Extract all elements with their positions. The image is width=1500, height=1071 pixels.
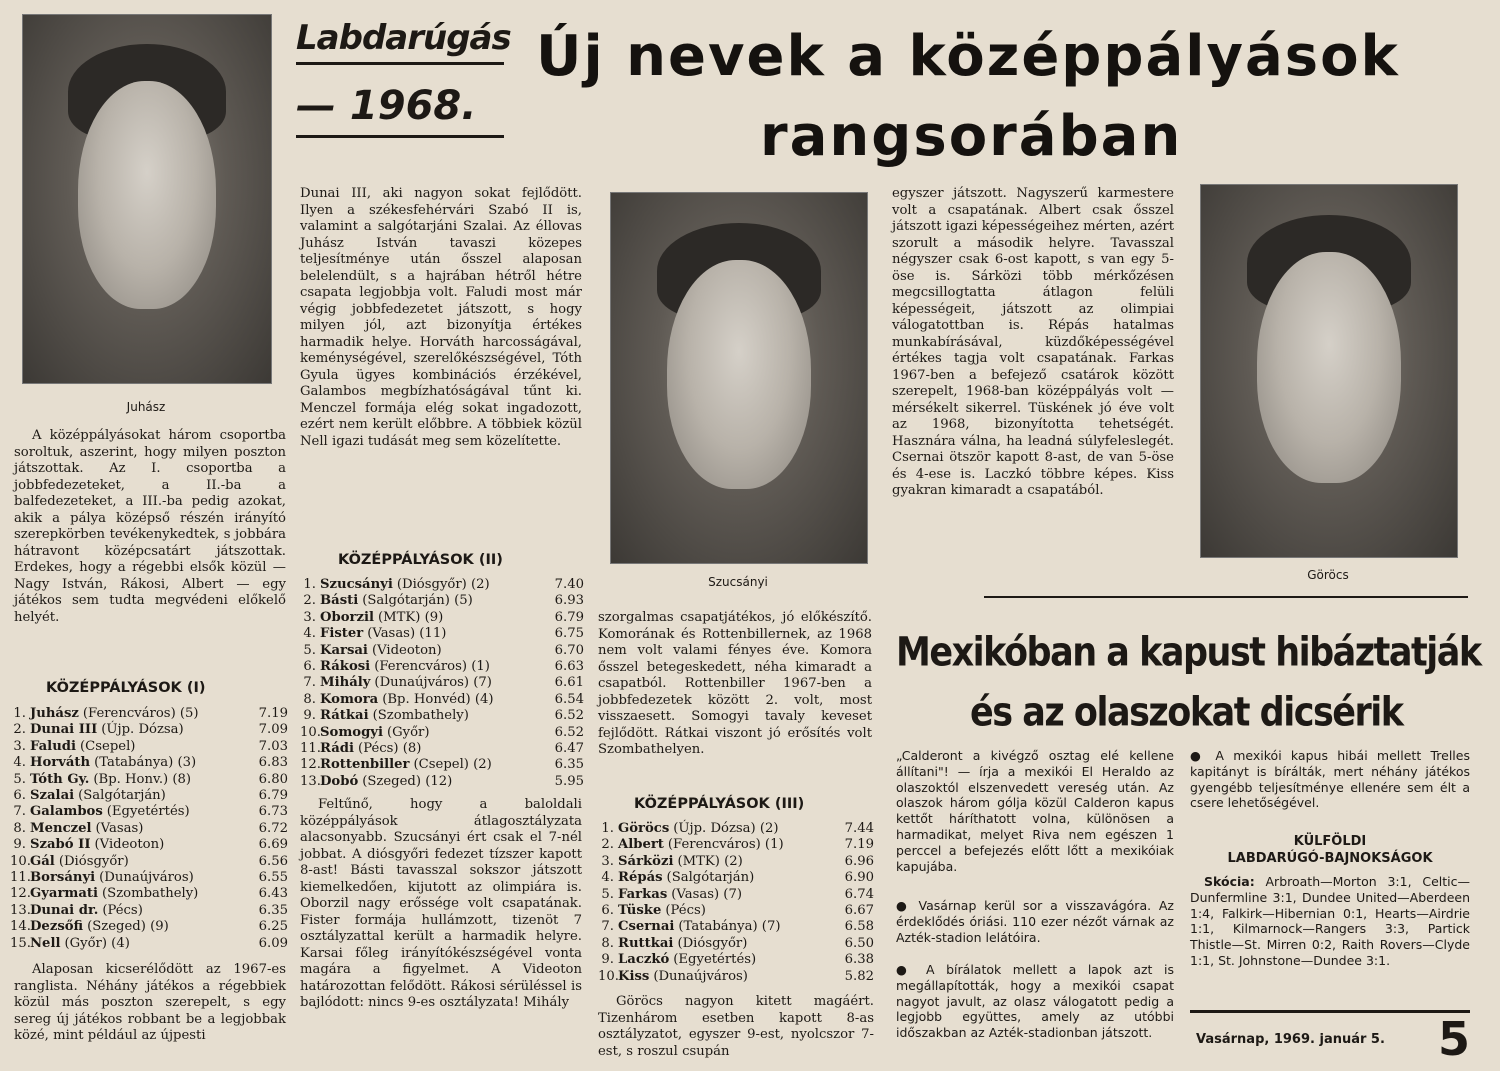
ranking-row: [10, 788, 288, 804]
ranking-row: [10, 837, 288, 853]
rank-number: 4.: [303, 626, 316, 642]
photo-szucsanyi: [610, 192, 868, 564]
player-club: (Ferencváros) (5): [82, 706, 199, 721]
ranking-row: [598, 870, 874, 886]
ranking-row: [10, 870, 288, 886]
player-name: Szabó II: [30, 837, 91, 853]
player-club: (Vasas) (11): [367, 626, 447, 642]
ranking-row: [300, 741, 584, 757]
mexico-paragraph-1: „Calderont a kivégző osztag elé kellene állítani"! — írja a mexikói El Heraldo az olaszoktól elszenvedett vereség után. Az olaszok három gólja közül Calderon kapus kettőt háríthatott volna, különösen a harmadikat, melyet Riva nem egészen 1 perccel a befejezés előtt lőtt a mexikóiak kapujába.: [896, 748, 1174, 874]
player-score: 6.61: [554, 675, 584, 691]
player-name: Rádi: [320, 741, 355, 757]
player-score: 6.96: [844, 853, 874, 869]
ranking-row: [10, 854, 288, 870]
ranking-row: [300, 643, 584, 659]
ranking-row: [598, 952, 874, 968]
ranking-row: [300, 708, 584, 724]
player-club: (Ferencváros) (1): [374, 659, 490, 675]
player-score: 6.80: [258, 771, 288, 787]
rank-number: 11.: [300, 741, 321, 757]
rank-number: 8.: [601, 935, 614, 951]
ranking-row: [10, 919, 288, 935]
player-score: 6.93: [554, 593, 584, 609]
rank-number: 1.: [601, 821, 614, 836]
player-club: (Csepel) (2): [413, 757, 492, 773]
section-kicker: [296, 18, 511, 138]
player-club: (Dunaújváros): [99, 870, 194, 886]
player-score: 6.63: [554, 659, 584, 675]
ranking-row: [300, 774, 584, 790]
rank-number: 14.: [10, 919, 31, 935]
player-score: 7.19: [258, 706, 288, 721]
list3-title: KÖZÉPPÁLYÁSOK (III): [634, 796, 805, 812]
section-divider: [984, 596, 1468, 598]
player-club: (Bp. Honvéd) (4): [382, 691, 494, 707]
player-name: Menczel: [30, 820, 92, 836]
player-score: 7.44: [844, 821, 874, 836]
list3-rankings: [598, 821, 874, 985]
ranking-row: [10, 755, 288, 771]
player-score: 6.72: [258, 820, 288, 836]
rank-number: 10.: [598, 968, 619, 984]
player-score: 6.67: [844, 903, 874, 919]
player-club: (Pécs): [665, 903, 706, 919]
player-name: Básti: [320, 593, 359, 609]
kicker-line1: Labdarúgás: [296, 18, 504, 65]
rank-number: 5.: [601, 886, 614, 902]
player-score: 6.83: [258, 755, 288, 771]
photo-gorocs: [1200, 184, 1458, 558]
mexico-headline-line2: és az olaszokat dicsérik: [970, 690, 1403, 736]
rank-number: 10.: [300, 724, 321, 740]
rank-number: 2.: [13, 722, 26, 738]
footer-rule: [1190, 1010, 1470, 1013]
player-club: (Vasas): [95, 820, 144, 836]
player-name: Dezsőfi: [30, 919, 84, 935]
rank-number: 5.: [303, 642, 316, 658]
rank-number: 4.: [601, 870, 614, 886]
rank-number: 3.: [303, 609, 316, 625]
player-club: (Szeged) (12): [362, 773, 453, 789]
player-club: (Vasas) (7): [671, 886, 742, 902]
ranking-row: [300, 692, 584, 708]
rank-number: 12.: [300, 757, 321, 773]
photo-juhasz: [22, 14, 272, 384]
player-club: (Bp. Honv.) (8): [93, 771, 192, 787]
ranking-row: [300, 675, 584, 691]
player-name: Ruttkai: [618, 935, 674, 951]
rank-number: 1.: [13, 706, 26, 721]
player-score: 7.40: [554, 577, 584, 592]
player-name: Dunai dr.: [30, 902, 99, 918]
rank-number: 9.: [303, 708, 316, 724]
player-club: (Újp. Dózsa): [101, 722, 184, 738]
player-score: 6.73: [258, 804, 288, 820]
rank-number: 9.: [13, 837, 26, 853]
ranking-row: [300, 577, 584, 593]
player-club: (Tatabánya) (3): [94, 755, 197, 771]
list1-rankings: [10, 706, 288, 952]
rank-number: 3.: [601, 853, 614, 869]
player-name: Sárközi: [618, 853, 674, 869]
player-name: Laczkó: [618, 952, 670, 968]
player-club: (MTK) (9): [377, 609, 444, 625]
foreign-results: [1190, 874, 1470, 969]
player-score: 6.90: [844, 870, 874, 886]
rank-number: 12.: [10, 886, 31, 902]
player-club: (Győr) (4): [64, 935, 130, 951]
intro-paragraph: A középpályásokat három csoportba soroltuk, aszerint, hogy milyen poszton játszottak. Az I. csoportba a jobbfedezeteket, a II.-ba a balfedezeteket, a III.-ba pedig azokat, akik a pálya középső részén irányító szerepkörben tevékenykedtek, s jobbára hátravont középcsatárt játszottak. Erdekes, hogy a régebbi elsők közül — Nagy István, Rákosi, Albert — egy játékos sem tudta megvédeni előkelő helyét.: [14, 428, 286, 625]
player-name: Rákosi: [320, 659, 371, 675]
player-score: 6.69: [258, 837, 288, 853]
player-name: Dunai III: [30, 722, 98, 738]
player-name: Dobó: [320, 773, 359, 789]
ranking-row: [10, 739, 288, 755]
col3-bottom-paragraph: Göröcs nagyon kitett magáért. Tizenhárom esetben kapott 8-as osztályzatot, egyszer 9-est, nyolcszor 7-est, s roszul csupán: [598, 994, 874, 1059]
player-name: Csernai: [618, 919, 675, 935]
player-club: (Dunaújváros): [653, 968, 748, 984]
page-number: 5: [1438, 1012, 1471, 1066]
rank-number: 8.: [13, 820, 26, 836]
player-club: (Diósgyőr): [58, 853, 129, 869]
player-score: 6.25: [258, 919, 288, 935]
rank-number: 10.: [10, 853, 31, 869]
caption-gorocs: Göröcs: [1307, 568, 1349, 582]
player-score: 6.38: [844, 952, 874, 968]
foreign-title-1: KÜLFÖLDI: [1293, 834, 1367, 849]
player-name: Nell: [30, 935, 61, 951]
player-name: Rottenbiller: [320, 757, 410, 773]
ranking-row: [598, 919, 874, 935]
foreign-title-2: LABDARÚGÓ-BAJNOKSÁGOK: [1227, 851, 1433, 866]
mexico-paragraph-4: ● A mexikói kapus hibái mellett Trelles kapitányt is bírálták, mert néhány játékos gyengébb teljesítménye ellenére sem élt a csere lehetőségével.: [1190, 748, 1470, 811]
rank-number: 15.: [10, 935, 31, 951]
player-name: Faludi: [30, 738, 77, 754]
list2-title: KÖZÉPPÁLYÁSOK (II): [338, 552, 503, 568]
caption-juhasz: Juhász: [126, 400, 166, 414]
foreign-country-label: Skócia:: [1204, 874, 1255, 889]
ranking-row: [598, 837, 874, 853]
rank-number: 4.: [13, 755, 26, 771]
player-score: 6.55: [258, 870, 288, 886]
col4-top-paragraph: egyszer játszott. Nagyszerű karmestere volt a csapatának. Albert csak ősszel játszott igazi képességeihez mérten, azért szorult a második helyre. Tavasszal négyszer csak 6-ost kapott, s van egy 5-öse is. Sárközi több mérkőzésen megcsillogtatta átlagon felüli képességeit, játszott az olimpiai válogatottban is. Répás hatalmas munkabírásával, küzdőképességével értékes tagja volt csapatának. Farkas 1967-ben a befejező csatárok között szerepelt, 1968-ban középpályás volt — mérsékelt sikerrel. Tüskének jó éve volt az 1968, bizonyította tehetségét. Hasznára válna, ha leadná súlyfeleslegét. Csernai ötször kapott 8-ast, de van 5-öse és 4-ese is. Laczkó többre képes. Kiss gyakran kimaradt a csapatából.: [892, 186, 1174, 498]
player-score: 6.79: [258, 788, 288, 804]
ranking-row: [300, 593, 584, 609]
headline-line1: Új nevek a középpályások: [536, 24, 1400, 89]
rank-number: 9.: [601, 952, 614, 968]
player-score: 6.79: [554, 609, 584, 625]
rank-number: 7.: [13, 804, 26, 820]
rank-number: 11.: [10, 870, 31, 886]
player-name: Fister: [320, 626, 364, 642]
player-club: (Videoton): [371, 642, 442, 658]
player-name: Szalai: [30, 788, 75, 804]
footer-date: Vasárnap, 1969. január 5.: [1196, 1032, 1385, 1047]
player-name: Juhász: [30, 706, 79, 721]
ranking-row: [300, 659, 584, 675]
player-name: Rátkai: [320, 708, 369, 724]
rank-number: 13.: [300, 773, 321, 789]
player-club: (Diósgyőr) (2): [396, 577, 490, 592]
player-score: 6.43: [258, 886, 288, 902]
rank-number: 2.: [303, 593, 316, 609]
player-club: (Egyetértés): [106, 804, 190, 820]
rank-number: 7.: [303, 675, 316, 691]
player-score: 6.35: [258, 902, 288, 918]
mexico-paragraph-2: ● Vasárnap kerül sor a visszavágóra. Az érdeklődés óriási. 110 ezer nézőt várnak az Azték-stadion lelátóira.: [896, 898, 1174, 945]
rank-number: 5.: [13, 771, 26, 787]
player-name: Horváth: [30, 755, 91, 771]
player-score: 5.95: [554, 773, 584, 789]
rank-number: 3.: [13, 738, 26, 754]
ranking-row: [300, 610, 584, 626]
player-club: (Csepel): [80, 738, 136, 754]
player-club: (Tatabánya) (7): [678, 919, 781, 935]
ranking-row: [598, 854, 874, 870]
player-name: Szucsányi: [320, 577, 393, 592]
player-name: Gál: [30, 853, 55, 869]
player-score: 6.74: [844, 886, 874, 902]
player-score: 6.75: [554, 626, 584, 642]
player-name: Répás: [618, 870, 663, 886]
player-club: (Dunaújváros) (7): [374, 675, 492, 691]
player-club: (Diósgyőr): [677, 935, 748, 951]
player-name: Somogyi: [320, 724, 383, 740]
player-name: Albert: [618, 837, 664, 853]
player-score: 6.35: [554, 757, 584, 773]
player-score: 6.50: [844, 935, 874, 951]
ranking-row: [10, 772, 288, 788]
ranking-row: [10, 804, 288, 820]
player-name: Borsányi: [30, 870, 96, 886]
col3-top-paragraph: szorgalmas csapatjátékos, jó előkészítő. Komorának és Rottenbillernek, az 1968 nem volt valami fényes éve. Komora ősszel betegeskedett, néha kimaradt a csapatból. Rottenbiller 1967-ben a jobbfedezetek között 2. volt, most visszaesett. Somogyi tavaly keveset fejlődött. Rátkai viszont jó erősítés volt Szombathelyen.: [598, 610, 872, 757]
ranking-row: [10, 821, 288, 837]
player-name: Tóth Gy.: [30, 771, 90, 787]
ranking-row: [598, 969, 874, 985]
player-score: 6.56: [258, 853, 288, 869]
mexico-paragraph-3: ● A bírálatok mellett a lapok azt is megállapították, hogy a mexikói csapat nagyot javult, az olasz válogatott pedig a legjobb együttes, amely az utóbbi időszakban az Azték-stadionban játszott.: [896, 962, 1174, 1041]
player-name: Kiss: [618, 968, 650, 984]
ranking-row: [300, 757, 584, 773]
rank-number: 2.: [601, 837, 614, 853]
player-club: (Videoton): [94, 837, 165, 853]
player-score: 6.54: [554, 691, 584, 707]
rank-number: 6.: [13, 788, 26, 804]
player-score: 7.19: [844, 837, 874, 853]
ranking-row: [10, 903, 288, 919]
rank-number: 6.: [601, 903, 614, 919]
player-score: 7.03: [258, 738, 288, 754]
player-score: 7.09: [258, 722, 288, 738]
player-name: Gyarmati: [30, 886, 99, 902]
player-club: (Ferencváros) (1): [667, 837, 784, 853]
caption-szucsanyi: Szucsányi: [708, 575, 768, 589]
player-club: (Egyetértés): [673, 952, 757, 968]
player-name: Karsai: [320, 642, 368, 658]
player-score: 5.82: [844, 968, 874, 984]
rank-number: 13.: [10, 902, 31, 918]
player-score: 6.09: [258, 935, 288, 951]
player-name: Oborzil: [320, 609, 374, 625]
player-score: 6.52: [554, 708, 584, 724]
mexico-headline-line1: Mexikóban a kapust hibáztatják: [896, 630, 1481, 676]
player-club: (Újp. Dózsa) (2): [673, 821, 779, 836]
player-club: (MTK) (2): [677, 853, 743, 869]
ranking-row: [10, 886, 288, 902]
ranking-row: [10, 936, 288, 952]
player-club: (Salgótarján) (5): [362, 593, 473, 609]
player-name: Göröcs: [618, 821, 670, 836]
headline-line2: rangsorában: [760, 104, 1183, 169]
col2-bottom-paragraph: Feltűnő, hogy a baloldali középpályások átlagosztályzata alacsonyabb. Szucsányi ért csak el 7-nél jobbat. A diósgyőri fedezet tízszer kapott 8-ast! Básti tavasszal sokszor játszott kiemelkedően, kijutott az olimpiára is. Oborzil nagy erőssége volt csapatának. Fister formája hullámzott, tizenöt 7 osztályzattal került a harmadik helyre. Karsai főleg irányítókészségével vonta magára a figyelmet. A Videoton határozottan felődött. Rákosi sérüléssel is bajlódott: nincs 9-es osztályzata! Mihály: [300, 797, 582, 1010]
player-club: (Pécs): [102, 902, 143, 918]
player-club: (Szombathely): [372, 708, 469, 724]
player-club: (Szombathely): [102, 886, 199, 902]
list1-title: KÖZÉPPÁLYÁSOK (I): [46, 680, 206, 696]
player-club: (Salgótarján): [78, 788, 166, 804]
player-score: 6.70: [554, 642, 584, 658]
kicker-line2: — 1968.: [296, 83, 504, 138]
player-club: (Pécs) (8): [358, 741, 422, 757]
rank-number: 6.: [303, 659, 316, 675]
list2-rankings: [300, 577, 584, 790]
ranking-row: [300, 626, 584, 642]
ranking-row: [10, 706, 288, 722]
player-club: (Győr): [386, 724, 430, 740]
player-name: Mihály: [320, 675, 371, 691]
col2-top-paragraph: Dunai III, aki nagyon sokat fejlődött. Ilyen a székesfehérvári Szabó II is, valamint a salgótarjáni Szalai. Az éllovas Juhász István tavaszi közepes teljesítménye után ősszel alaposan belelendült, s a hajrában hétről hétre csapata legjobbja volt. Faludi most már végig jobbfedezetet játszott, s hogy milyen jól, azt bizonyítja értékes harmadik helye. Horváth harcosságával, keménységével, szerelőkészségével, Tóth Gyula ügyes kombinációs érzékével, Galambos megbízhatóságával tűnt ki. Menczel formája elég sokat ingadozott, ezért nem került előbbre. A többiek közül Nell igazi tudását meg sem közelítette.: [300, 186, 582, 449]
col1-bottom-paragraph: Alaposan kicserélődött az 1967-es ranglista. Néhány játékos a régebbiek közül más poszton szerepelt, s egy sereg új játékos robbant be a legjobbak közé, mint például az újpesti: [14, 962, 286, 1043]
ranking-row: [300, 725, 584, 741]
player-name: Farkas: [618, 886, 668, 902]
ranking-row: [598, 903, 874, 919]
player-score: 6.52: [554, 724, 584, 740]
player-club: (Salgótarján): [666, 870, 755, 886]
player-name: Tüske: [618, 903, 662, 919]
ranking-row: [598, 821, 874, 837]
foreign-results-text: Arbroath—Morton 3:1, Celtic—Dunfermline 3:1, Dundee United—Aberdeen 1:4, Falkirk—Hibernian 0:1, Hearts—Airdrie 1:1, Kilmarnock—Rangers 3:3, Partick Thistle—St. Mirren 0:2, Raith Rovers—Clyde 1:1, St. Johnstone—Dundee 3:1.: [1190, 874, 1470, 968]
rank-number: 7.: [601, 919, 614, 935]
player-score: 6.58: [844, 919, 874, 935]
player-club: (Szeged) (9): [87, 919, 169, 935]
ranking-row: [10, 722, 288, 738]
ranking-row: [598, 887, 874, 903]
rank-number: 1.: [303, 577, 316, 592]
rank-number: 8.: [303, 691, 316, 707]
player-score: 6.47: [554, 741, 584, 757]
player-name: Komora: [320, 691, 379, 707]
player-name: Galambos: [30, 804, 103, 820]
ranking-row: [598, 936, 874, 952]
